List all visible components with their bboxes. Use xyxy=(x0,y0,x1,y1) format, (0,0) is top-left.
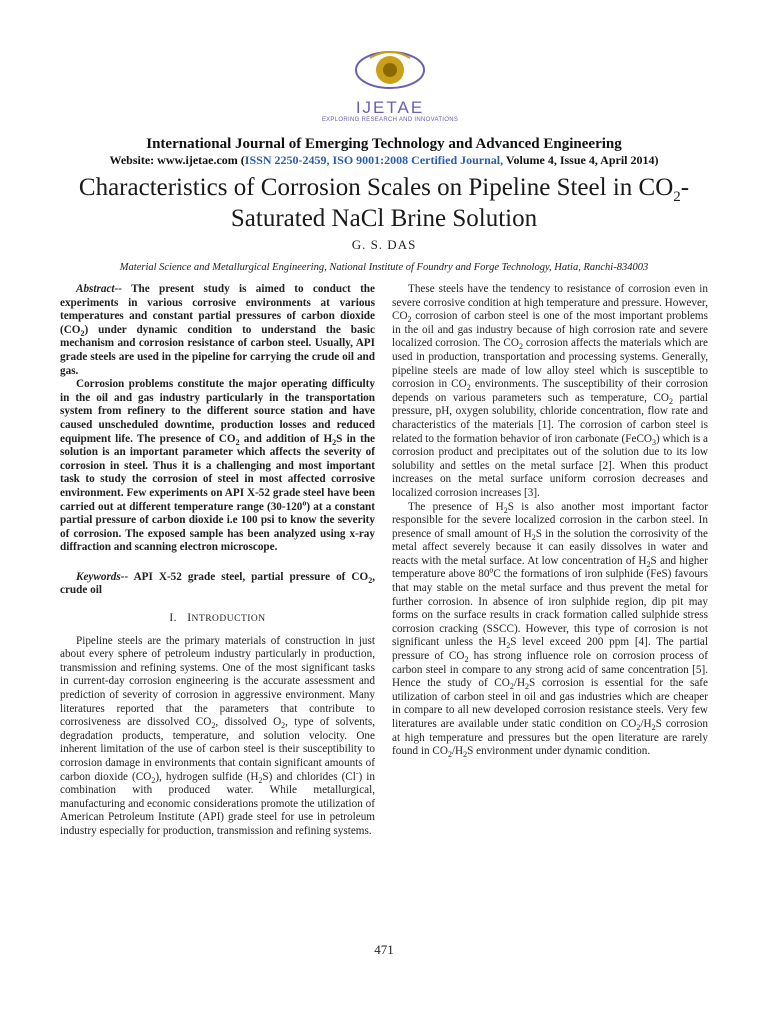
keywords-paragraph: Keywords-- API X-52 grade steel, partial pressure of $CO_2$, crude oil xyxy=(60,570,375,597)
abstract-label: Abstract-- xyxy=(76,283,122,295)
journal-website: Website: www.ijetae.com (ISSN 2250-2459, ISO 9001:2008 Certified Journal, Volume 4, Issue 4, April 2014) xyxy=(109,153,659,167)
left-column xyxy=(60,283,375,839)
logo-tagline: EXPLORING RESEARCH AND INNOVATIONS xyxy=(321,117,459,123)
paper-title: Characteristics of Corrosion Scales on Pipeline Steel in $CO_2-$ Saturated NaCl Brine Solution xyxy=(78,174,690,232)
abstract-paragraph: Corrosion problems constitute the major operating difficulty in the oil and gas industry particularly in the transportation system from refinery to the different source station and have caused unscheduled downtime, production losses and reduced equipment life. The presence of $CO_2$ and addition of $H_2S$ in the solution is an important parameter which affects the severity of corrosion in steel. Thus it is a challenging and most important task to study the corrosion of steel in most affected corrosive environment. Few experiments on API X-52 grade steel have been carried out at different temperature range (30-120$^o$) at a constant partial pressure of carbon dioxide i.e 100 psi to know the severity of corrosion. The exposed sample has been analyzed using x-ray diffraction and scanning electron microscope. xyxy=(60,378,376,554)
logo-name: IJETAE xyxy=(355,98,425,117)
keywords-label: Keywords-- xyxy=(76,570,129,583)
author-affiliation: Material Science and Metallurgical Engineering, National Institute of Foundry and Forge Technology, Hatia, Ranchi-834003 xyxy=(119,262,649,273)
body-paragraph: These steels have the tendency to resistance of corrosion even in severe corrosive condition at high temperature and pressure. However, $CO_2$ corrosion of carbon steel is one of the most important problems in the oil and gas industry because of high corrosion rate and severe localized corrosion. The $CO_2$ corrosion affects the materials which are used in production, transportation and processing systems. Generally, pipeline steels are made of low alloy steel which is susceptible to corrosion in $CO_2$ environments. The susceptibility of their corrosion depends on various parameters such as temperature, $CO_2$ partial pressure, pH, oxygen solubility, chloride concentration, flow rate and characteristics of the materials [1]. The corrosion of carbon steel is related to the formation behavior of iron carbonate (FeCO$_3$) which is a corrosion product and precipitates out of the solution due to its low solubility and settles on the metal surface [2]. When this product increases on the metal surface uniform corrosion decreases and localized corrosion increases [3]. xyxy=(392,283,709,499)
abstract-paragraph: Abstract-- The present study is aimed to conduct the experiments in various corrosive environments at various temperatures and constant partial pressures of carbon dioxide $(CO_2)$ under dynamic condition to understand the basic mechanism and corrosion resistance of carbon steel. Usually, API grade steels are used in the pipeline for carrying the crude oil and gas. xyxy=(60,283,375,377)
section-heading-introduction: I. INTRODUCTION xyxy=(169,612,266,625)
issn-text: ISSN 2250-2459, ISO 9001:2008 Certified Journal, xyxy=(244,153,504,167)
intro-paragraph: Pipeline steels are the primary materials of construction in just about every sphere of petroleum industry particularly in production, transmission and refining systems. One of the most significant tasks in current-day corrosion engineering is the accurate assessment and prediction of severity of corrosion in aggressive environment. Many literatures reported that the parameters that contribute to corrosiveness are dissolved $CO_2$, dissolved $O_2$, type of solvents, degradation products, temperature, and solution velocity. One inherent limitation of the use of carbon steel is their susceptibility to corrosion damage in environments that contain significant amounts of carbon dioxide $(CO_2)$, hydrogen sulfide $(H_2S)$ and chlorides (Cl-) in combination with produced water. While metallurgical, manufacturing and economic considerations promote the utilization of American Petroleum Institute (API) grade steel for use in petroleum industry especially for production, transmission and refining systems. xyxy=(60,634,376,837)
journal-name: International Journal of Emerging Technology and Advanced Engineering xyxy=(146,136,622,152)
right-column xyxy=(392,283,708,759)
author-name: G. S. DAS xyxy=(351,237,417,252)
page-number: 471 xyxy=(374,942,394,957)
body-paragraph: The presence of $H_2S$ is also another most important factor responsible for the severe localized corrosion in the carbon steel. In presence of small amount of $H_2S$ in the solution the corrosivity of the metal affect severely because it can easily dissolves in water and reacts with the metal surface. At low concentration of $H_2S$ and higher temperature above 80$^o$C the formations of iron sulphide (FeS) favours that may stable on the metal surface and thus prevent the metal for further corrosion. In absence of iron sulphide region, dip pit may forms on the surface results in crack formation called sulphide stress corrosion cracking (SSCC). However, this type of corrosion is not significant unless the $H_2S$ level exceed 200 ppm [4]. The partial pressure of $CO_2$ has strong influence role on corrosion process of carbon steel in compare to any strong acid of same concentration [5]. Hence the study of $CO_2/H_2S$ corrosion is essential for the safe utilization of carbon steel in oil and gas industries which are cheaper in compare to all new developed corrosion resistance steels. Very few literatures are available under static condition on $CO_2/H_2S$ corrosion at high temperature and pressures but the open literature are rarely found in $CO_2/H_2S$ environment under dynamic condition. xyxy=(392,500,709,760)
